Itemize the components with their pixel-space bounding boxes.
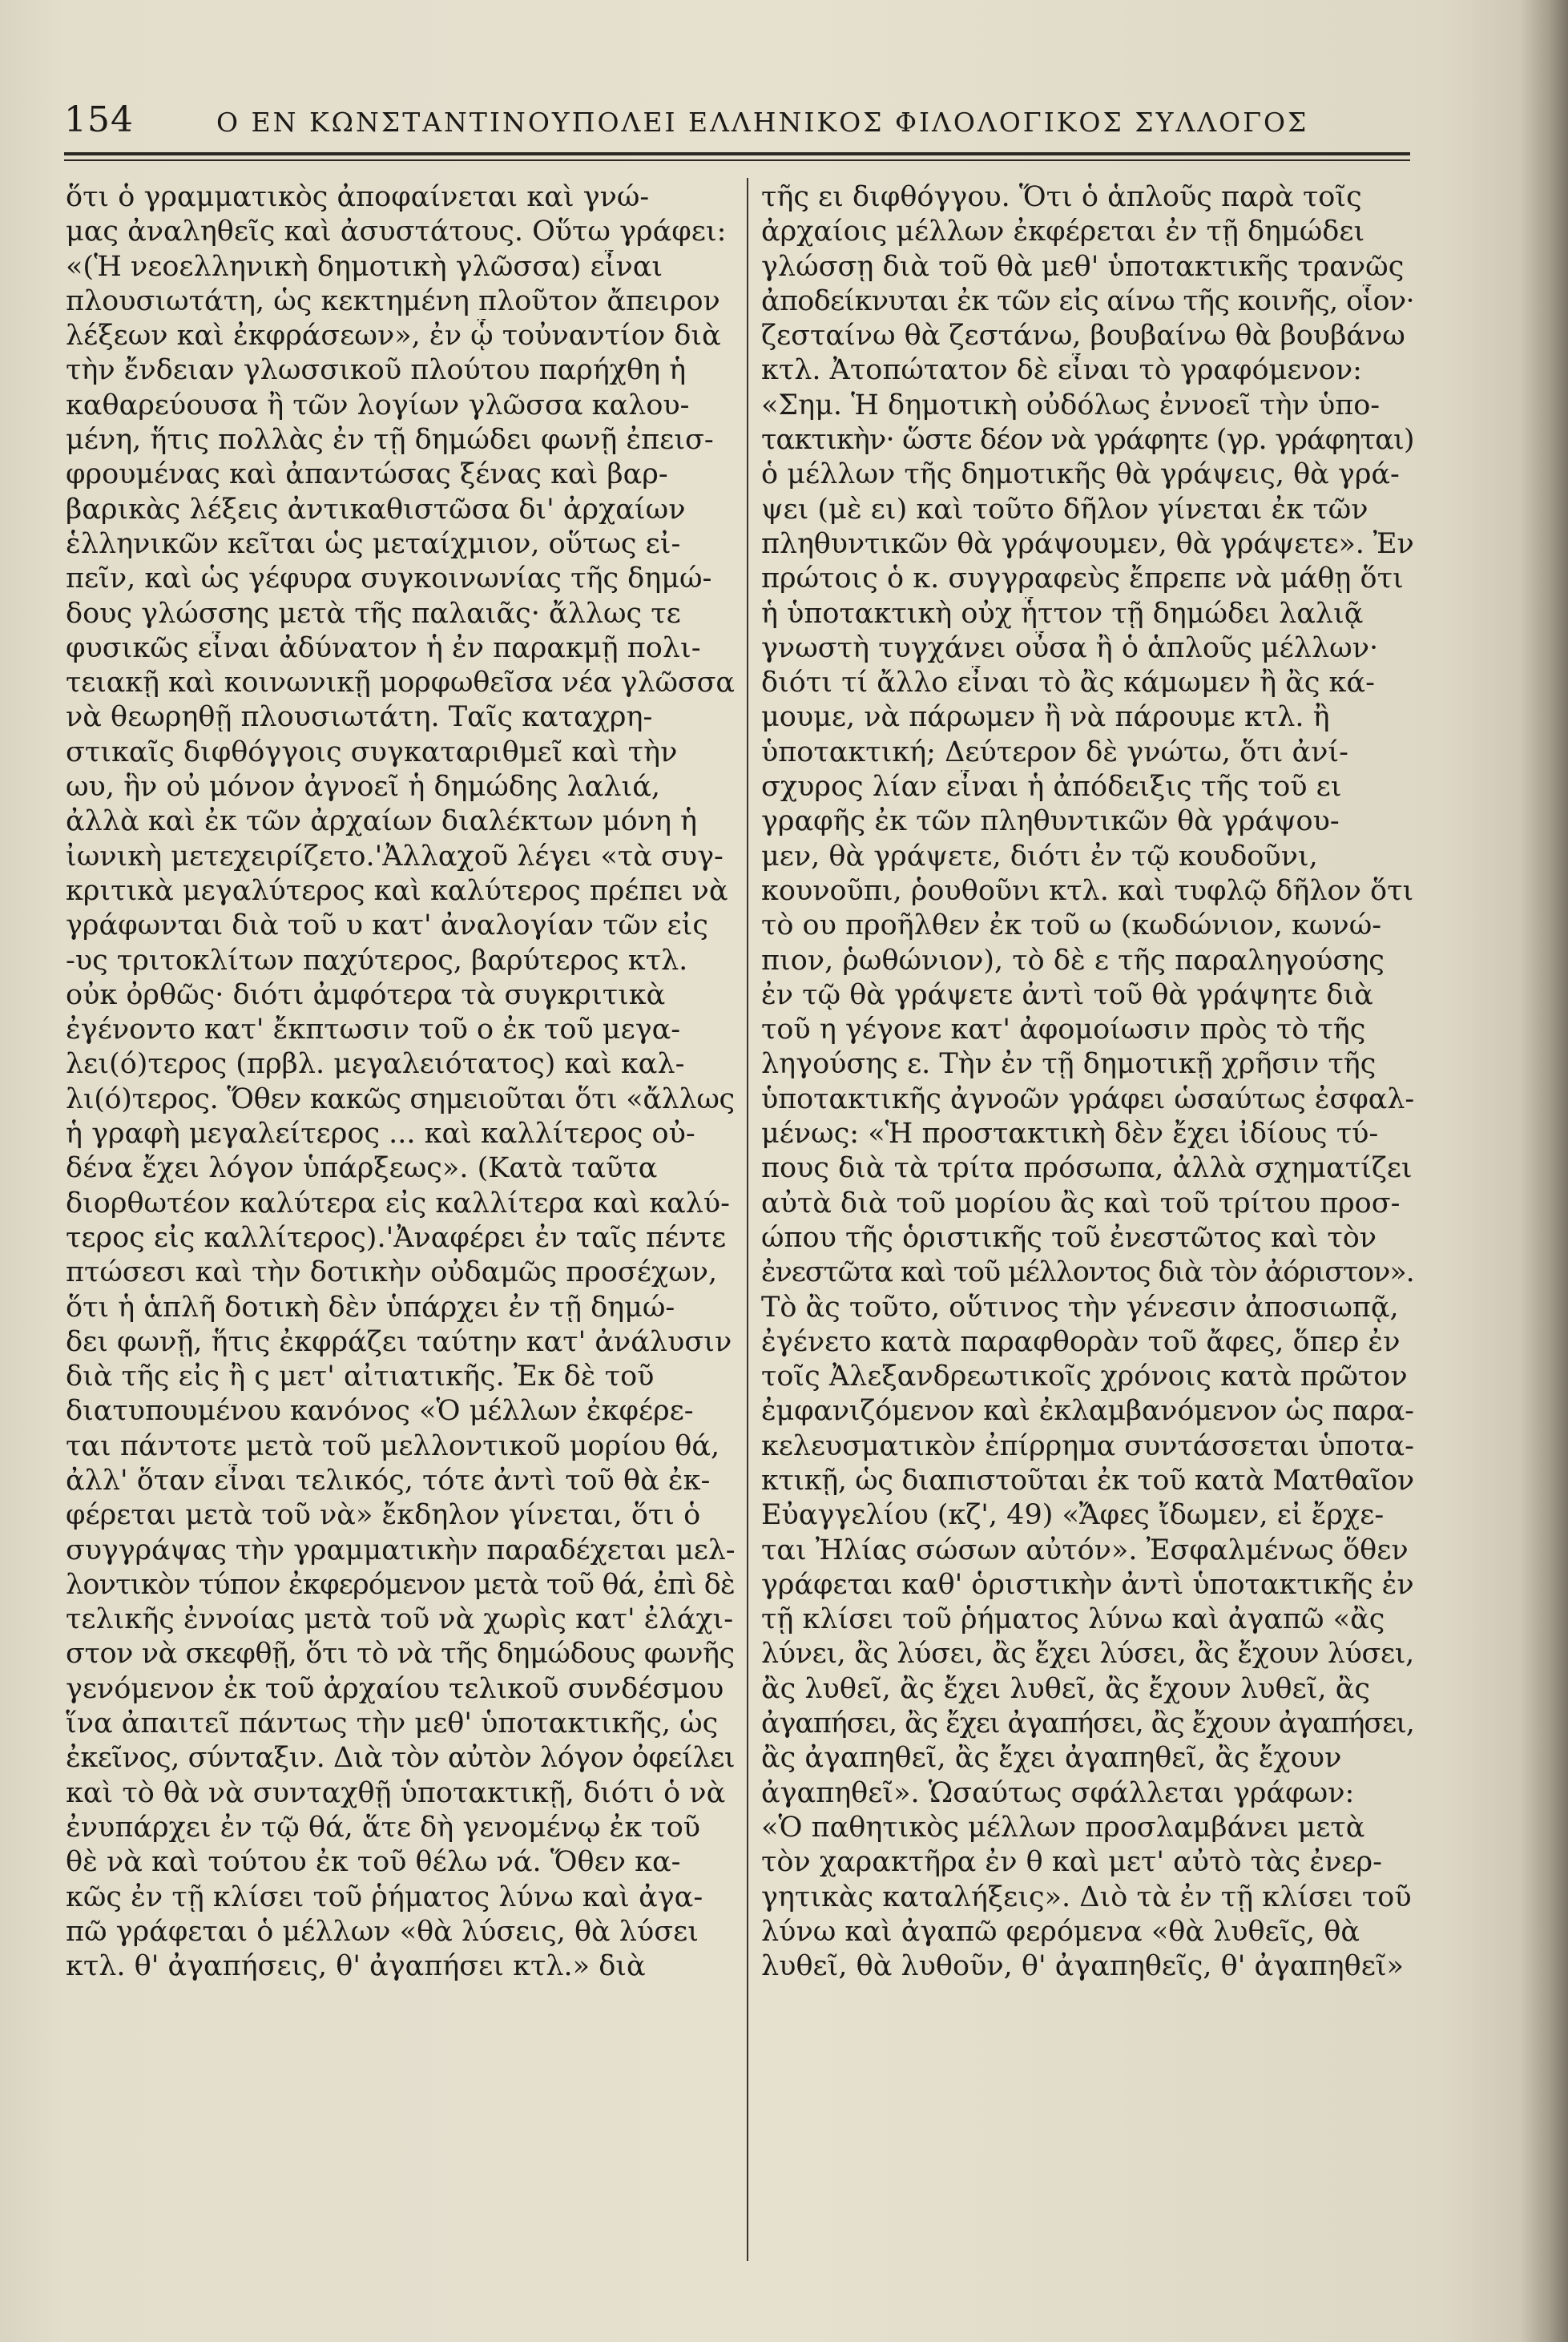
text-line: φρουμένας καὶ ἀπαντώσας ξένας καὶ βαρ- <box>66 458 668 491</box>
text-line: συγγράψας τὴν γραμματικὴν παραδέχεται μελ- <box>66 1534 735 1566</box>
text-line: ἀλλὰ καὶ ἐκ τῶν ἀρχαίων διαλέκτων μόνη ἡ <box>66 805 698 838</box>
text-line: ζεσταίνω θὰ ζεστάνω, βουβαίνω θὰ βουβάνω <box>761 320 1405 353</box>
text-line: τῇ κλίσει τοῦ ῥήματος λύνω καὶ ἀγαπῶ «ἂς <box>761 1603 1385 1636</box>
text-line: διότι τί ἄλλο εἶναι τὸ ἂς κάμωμεν ἢ ἂς κά- <box>761 667 1375 699</box>
text-line: οὐκ ὀρθῶς· διότι ἀμφότερα τὰ συγκριτικὰ <box>66 978 666 1011</box>
text-line: ἂς ἀγαπηθεῖ, ἂς ἔχει ἀγαπηθεῖ, ἂς ἔχουν <box>761 1742 1342 1775</box>
text-line: μας ἀναληθεῖς καὶ ἀσυστάτους. Οὕτω γράφει: <box>66 216 727 248</box>
text-line: λοντικὸν τύπον ἐκφερόμενον μετὰ τοῦ θά, ἐπὶ δὲ <box>66 1568 735 1601</box>
text-line: καθαρεύουσα ἢ τῶν λογίων γλῶσσα καλου- <box>66 389 690 421</box>
text-line: ὅτι ὁ γραμματικὸς ἀποφαίνεται καὶ γνώ- <box>66 181 650 213</box>
text-line: πτώσεσι καὶ τὴν δοτικὴν οὐδαμῶς προσέχων, <box>66 1256 718 1289</box>
text-line: μένως: «Ἡ προστακτικὴ δὲν ἔχει ἰδίους τύ- <box>761 1118 1379 1151</box>
text-line: ἡ γραφὴ μεγαλείτερος ... καὶ καλλίτερος οὐ- <box>66 1118 695 1151</box>
text-line: πληθυντικῶν θὰ γράψουμεν, θὰ γράψετε». Ἐν <box>761 527 1414 560</box>
text-line: «(Ἡ νεοελληνικὴ δημοτικὴ γλῶσσα) εἶναι <box>66 250 663 283</box>
text-line: δους γλώσσης μετὰ τῆς παλαιᾶς· ἄλλως τε <box>66 597 681 630</box>
right-text-column <box>761 180 1414 1984</box>
text-line: λει(ό)τερος (πρβλ. μεγαλειότατος) καὶ καλ- <box>66 1048 685 1081</box>
text-line: γράφωνται διὰ τοῦ υ κατ' ἀναλογίαν τῶν εἰς <box>66 909 708 942</box>
text-line: ἐκεῖνος, σύνταξιν. Διὰ τὸν αὐτὸν λόγον ὀφείλει <box>66 1742 735 1775</box>
text-line: θὲ νὰ καὶ τούτου ἐκ τοῦ θέλω νά. Ὅθεν κα- <box>66 1846 681 1879</box>
text-line: ώπου τῆς ὁριστικῆς τοῦ ἐνεστῶτος καὶ τὸν <box>761 1221 1377 1254</box>
page-edge-shadow <box>1520 0 1568 2342</box>
text-line: λι(ό)τερος. Ὅθεν κακῶς σημειοῦται ὅτι «ἄλλως <box>66 1082 735 1115</box>
text-line: «Σημ. Ἡ δημοτικὴ οὐδόλως ἐννοεῖ τὴν ὑπο- <box>761 389 1381 421</box>
column-divider <box>747 178 748 2261</box>
text-line: κτλ. θ' ἀγαπήσεις, θ' ἀγαπήσει κτλ.» διὰ <box>66 1950 646 1983</box>
text-line: τοῖς Ἀλεξανδρεωτικοῖς χρόνοις κατὰ πρῶτον <box>761 1360 1408 1393</box>
text-line: κουνοῦπι, ῥουθοῦνι κτλ. καὶ τυφλῷ δῆλον ὅτι <box>761 874 1414 907</box>
text-line: μένη, ἥτις πολλὰς ἐν τῇ δημώδει φωνῇ ἐπεισ- <box>66 424 714 457</box>
text-line: ἐνεστῶτα καὶ τοῦ μέλλοντος διὰ τὸν ἀόριστον». <box>761 1256 1414 1289</box>
text-line: στικαῖς διφθόγγοις συγκαταριθμεῖ καὶ τὴν <box>66 736 678 768</box>
text-line: ἰωνικὴ μετεχειρίζετο.'Ἀλλαχοῦ λέγει «τὰ συγ- <box>66 840 724 873</box>
page-header <box>64 96 1410 152</box>
text-line: διὰ τῆς εἰς ἢ ς μετ' αἰτιατικῆς. Ἐκ δὲ τοῦ <box>66 1360 655 1393</box>
text-line: πῶ γράφεται ὁ μέλλων «θὰ λύσεις, θὰ λύσει <box>66 1915 699 1948</box>
text-line: -υς τριτοκλίτων παχύτερος, βαρύτερος κτλ. <box>66 944 688 977</box>
text-line: ἀποδείκνυται ἐκ τῶν εἰς αίνω τῆς κοινῆς, οἷον· <box>761 284 1414 317</box>
text-line: ὁ μέλλων τῆς δημοτικῆς θὰ γράψεις, θὰ γρά- <box>761 458 1400 491</box>
text-line: ἐν τῷ θὰ γράψετε ἀντὶ τοῦ θὰ γράψητε διὰ <box>761 978 1373 1011</box>
text-line: τοῦ η γέγονε κατ' ἀφομοίωσιν πρὸς τὸ τῆς <box>761 1014 1366 1046</box>
text-line: ἐνυπάρχει ἐν τῷ θά, ἅτε δὴ γενομένῳ ἐκ τοῦ <box>66 1811 701 1844</box>
text-line: φέρεται μετὰ τοῦ νὰ» ἔκδηλον γίνεται, ὅτι ὁ <box>66 1499 701 1532</box>
text-line: πιον, ῥωθώνιον), τὸ δὲ ε τῆς παραληγούσης <box>761 944 1385 977</box>
text-line: γλώσσῃ διὰ τοῦ θὰ μεθ' ὑποτακτικῆς τρανῶς <box>761 250 1405 283</box>
header-rule-thin <box>64 159 1410 161</box>
text-line: ται πάντοτε μετὰ τοῦ μελλοντικοῦ μορίου θά, <box>66 1429 720 1462</box>
text-line: κριτικὰ μεγαλύτερος καὶ καλύτερος πρέπει νὰ <box>66 874 728 907</box>
text-line: ἀγαπήσει, ἂς ἔχει ἀγαπήσει, ἂς ἔχουν ἀγαπήσει, <box>761 1707 1414 1740</box>
text-line: ἂς λυθεῖ, ἂς ἔχει λυθεῖ, ἂς ἔχουν λυθεῖ, ἂς <box>761 1672 1370 1705</box>
text-line: διατυπουμένου κανόνος «Ὁ μέλλων ἐκφέρε- <box>66 1395 694 1428</box>
text-line: ἐγένοντο κατ' ἔκπτωσιν τοῦ ο ἐκ τοῦ μεγα- <box>66 1014 681 1046</box>
text-line: τελικῆς ἐννοίας μετὰ τοῦ νὰ χωρὶς κατ' ἐλάχι- <box>66 1603 734 1636</box>
text-line: ἐμφανιζόμενον καὶ ἐκλαμβανόμενον ὡς παρα- <box>761 1395 1414 1428</box>
text-line: Εὐαγγελίου (κζ', 49) «Ἄφες ἴδωμεν, εἰ ἔρχε- <box>761 1499 1385 1532</box>
text-line: ἡ ὑποτακτικὴ οὐχ ἧττον τῇ δημώδει λαλιᾷ <box>761 597 1364 630</box>
text-line: «Ὁ παθητικὸς μέλλων προσλαμβάνει μετὰ <box>761 1811 1365 1844</box>
text-line: μεν, θὰ γράψετε, διότι ἐν τῷ κουδοῦνι, <box>761 840 1318 873</box>
text-line: γητικὰς καταλήξεις». Διὸ τὰ ἐν τῇ κλίσει τοῦ <box>761 1880 1412 1913</box>
text-line: κελευσματικὸν ἐπίρρημα συντάσσεται ὑποτα- <box>761 1429 1414 1462</box>
text-line: λύνει, ἂς λύσει, ἂς ἔχει λύσει, ἂς ἔχουν λύσει, <box>761 1638 1414 1671</box>
text-line: ἀλλ' ὅταν εἶναι τελικός, τότε ἀντὶ τοῦ θὰ ἐκ- <box>66 1464 711 1497</box>
text-line: πους διὰ τὰ τρίτα πρόσωπα, ἀλλὰ σχηματίζει <box>761 1152 1413 1185</box>
text-line: τὸν χαρακτῆρα ἐν θ καὶ μετ' αὐτὸ τὰς ἐνερ- <box>761 1846 1382 1879</box>
text-line: ἑλληνικῶν κεῖται ὡς μεταίχμιον, οὕτως εἰ- <box>66 527 681 560</box>
text-line: ἐγένετο κατὰ παραφθορὰν τοῦ ἄφες, ὅπερ ἐν <box>761 1325 1401 1358</box>
text-line: ἀγαπηθεῖ». Ὡσαύτως σφάλλεται γράφων: <box>761 1776 1355 1809</box>
text-line: τῆς ει διφθόγγου. Ὅτι ὁ ἁπλοῦς παρὰ τοῖς <box>761 181 1362 213</box>
text-line: λυθεῖ, θὰ λυθοῦν, θ' ἀγαπηθεῖς, θ' ἀγαπηθεῖ» <box>761 1950 1404 1983</box>
text-line: αὐτὰ διὰ τοῦ μορίου ἂς καὶ τοῦ τρίτου προσ- <box>761 1187 1401 1219</box>
text-line: ὑποτακτική; Δεύτερον δὲ γνώτω, ὅτι ἀνί- <box>761 736 1348 768</box>
text-line: διορθωτέον καλύτερα εἰς καλλίτερα καὶ καλύ- <box>66 1187 730 1219</box>
text-line: στον νὰ σκεφθῇ, ὅτι τὸ νὰ τῆς δημώδους φωνῆς <box>66 1638 735 1671</box>
text-line: τειακῇ καὶ κοινωνικῇ μορφωθεῖσα νέα γλῶσσα <box>66 667 735 699</box>
text-line: λέξεων καὶ ἐκφράσεων», ἐν ᾧ τοὐναντίον διὰ <box>66 320 721 353</box>
text-line: τὴν ἔνδειαν γλωσσικοῦ πλούτου παρήχθη ἡ <box>66 354 687 387</box>
text-line: βαρικὰς λέξεις ἀντικαθιστῶσα δι' ἀρχαίων <box>66 493 686 526</box>
page-number: 154 <box>64 99 134 140</box>
text-line: γενόμενον ἐκ τοῦ ἀρχαίου τελικοῦ συνδέσμου <box>66 1672 724 1705</box>
header-rule-thick <box>64 152 1410 155</box>
text-line: πεῖν, καὶ ὡς γέφυρα συγκοινωνίας τῆς δημώ- <box>66 562 712 595</box>
text-line: τερος εἰς καλλίτερος).'Ἀναφέρει ἐν ταῖς πέντε <box>66 1221 727 1254</box>
text-line: φυσικῶς εἶναι ἀδύνατον ἡ ἐν παρακμῇ πολι- <box>66 631 701 664</box>
text-line: καὶ τὸ θὰ νὰ συνταχθῇ ὑποτακτικῇ, διότι ὁ νὰ <box>66 1776 726 1809</box>
text-line: κτλ. Ἀτοπώτατον δὲ εἶναι τὸ γραφόμενον: <box>761 354 1362 387</box>
text-line: ἵνα ἀπαιτεῖ πάντως τὴν μεθ' ὑποτακτικῆς, ὡς <box>66 1707 719 1740</box>
text-line: ται Ἠλίας σώσων αὐτόν». Ἐσφαλμένως ὅθεν <box>761 1534 1409 1566</box>
text-line: γνωστὴ τυγχάνει οὖσα ἢ ὁ ἁπλοῦς μέλλων· <box>761 631 1379 664</box>
text-line: τακτικὴν· ὥστε δέον νὰ γράφητε (γρ. γράφηται) <box>761 424 1414 457</box>
text-line: πλουσιωτάτη, ὡς κεκτημένη πλοῦτον ἄπειρον <box>66 284 720 317</box>
text-line: ληγούσης ε. Τὴν ἐν τῇ δημοτικῇ χρῆσιν τῆς <box>761 1048 1377 1081</box>
text-line: Τὸ ἂς τοῦτο, οὕτινος τὴν γένεσιν ἀποσιωπᾷ, <box>761 1291 1399 1324</box>
text-line: κῶς ἐν τῇ κλίσει τοῦ ῥήματος λύνω καὶ ἀγα- <box>66 1880 703 1913</box>
running-title: Ο ΕΝ ΚΩΝΣΤΑΝΤΙΝΟΥΠΟΛΕΙ ΕΛΛΗΝΙΚΟΣ ΦΙΛΟΛΟΓΙΚΟΣ ΣΥΛΛΟΓΟΣ <box>216 107 1309 138</box>
text-line: ὑποτακτικῆς ἀγνοῶν γράφει ὡσαύτως ἐσφαλ- <box>761 1082 1414 1115</box>
text-line: δει φωνῇ, ἥτις ἐκφράζει ταύτην κατ' ἀνάλυσιν <box>66 1325 732 1358</box>
text-line: ὅτι ἡ ἁπλῆ δοτικὴ δὲν ὑπάρχει ἐν τῇ δημώ- <box>66 1291 675 1324</box>
text-line: γράφεται καθ' ὁριστικὴν ἀντὶ ὑποτακτικῆς ἐν <box>761 1568 1414 1601</box>
text-line: μουμε, νὰ πάρωμεν ἢ νὰ πάρουμε κτλ. ἢ <box>761 701 1330 734</box>
text-line: κτικῇ, ὡς διαπιστοῦται ἐκ τοῦ κατὰ Ματθαῖον <box>761 1464 1414 1497</box>
left-text-column <box>66 180 735 1984</box>
text-line: δένα ἔχει λόγον ὑπάρξεως». (Κατὰ ταῦτα <box>66 1152 658 1185</box>
text-line: γραφῆς ἐκ τῶν πληθυντικῶν θὰ γράψου- <box>761 805 1340 838</box>
text-line: πρώτοις ὁ κ. συγγραφεὺς ἔπρεπε νὰ μάθῃ ὅτι <box>761 562 1404 595</box>
text-line: ψει (μὲ ει) καὶ τοῦτο δῆλον γίνεται ἐκ τῶν <box>761 493 1368 526</box>
text-line: ωυ, ἣν οὐ μόνον ἀγνοεῖ ἡ δημώδης λαλιά, <box>66 771 661 804</box>
text-line: τὸ ου προῆλθεν ἐκ τοῦ ω (κωδώνιον, κωνώ- <box>761 909 1382 942</box>
text-line: σχυρος λίαν εἶναι ἡ ἀπόδειξις τῆς τοῦ ει <box>761 771 1342 804</box>
text-line: ἀρχαίοις μέλλων ἐκφέρεται ἐν τῇ δημώδει <box>761 216 1365 248</box>
text-line: λύνω καὶ ἀγαπῶ φερόμενα «θὰ λυθεῖς, θὰ <box>761 1915 1360 1948</box>
text-line: νὰ θεωρηθῇ πλουσιωτάτη. Ταῖς καταχρη- <box>66 701 653 734</box>
